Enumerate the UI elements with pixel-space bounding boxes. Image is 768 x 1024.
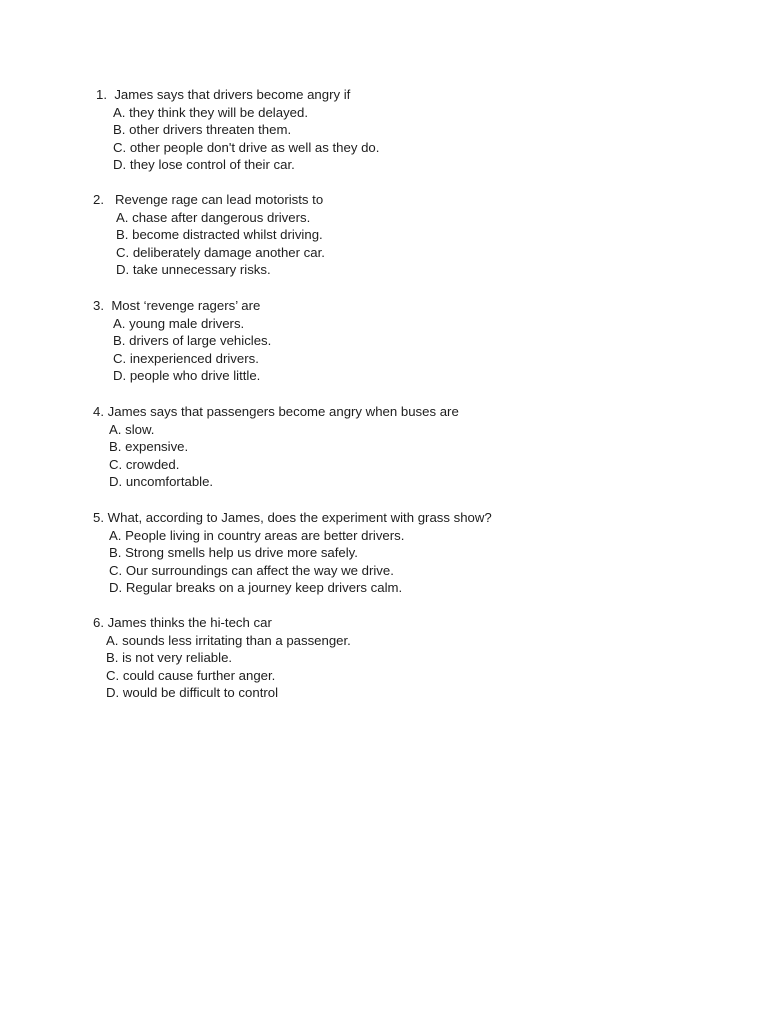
answer-option-a: A. young male drivers. [113, 315, 245, 331]
answer-option-b: B. other drivers threaten them. [113, 122, 292, 138]
question-4 [93, 403, 459, 491]
question-stem: 2. Revenge rage can lead motorists to [93, 192, 324, 207]
answer-option-b: B. is not very reliable. [106, 650, 233, 666]
answer-option-d: D. would be difficult to control [106, 685, 279, 701]
question-1 [96, 86, 379, 174]
answer-option-a: A. slow. [109, 421, 155, 437]
question-stem: 4. James says that passengers become angry when buses are [93, 404, 459, 419]
answer-option-b: B. expensive. [109, 439, 189, 455]
question-stem: 1. James says that drivers become angry if [96, 87, 351, 102]
answer-option-d: D. Regular breaks on a journey keep drivers calm. [109, 580, 403, 596]
answer-option-a: A. sounds less irritating than a passenger. [106, 632, 351, 648]
question-6 [93, 614, 351, 702]
answer-option-c: C. inexperienced drivers. [113, 350, 259, 366]
answer-option-a: A. People living in country areas are better drivers. [109, 527, 405, 543]
answer-option-a: A. chase after dangerous drivers. [116, 209, 311, 225]
answer-option-c: C. Our surroundings can affect the way we drive. [109, 562, 394, 578]
answer-option-c: C. other people don't drive as well as they do. [113, 139, 380, 155]
answer-option-c: C. crowded. [109, 456, 180, 472]
answer-option-a: A. they think they will be delayed. [113, 104, 308, 120]
question-5 [93, 509, 492, 597]
answer-option-d: D. uncomfortable. [109, 474, 214, 490]
answer-option-b: B. become distracted whilst driving. [116, 227, 323, 243]
answer-option-d: D. take unnecessary risks. [116, 262, 271, 278]
answer-option-b: B. drivers of large vehicles. [113, 333, 272, 349]
answer-option-d: D. people who drive little. [113, 368, 261, 384]
question-stem: 3. Most ‘revenge ragers’ are [93, 298, 261, 313]
question-stem: 6. James thinks the hi-tech car [93, 615, 272, 630]
answer-option-b: B. Strong smells help us drive more safely. [109, 545, 358, 561]
answer-option-c: C. deliberately damage another car. [116, 244, 325, 260]
question-stem: 5. What, according to James, does the experiment with grass show? [93, 510, 492, 525]
question-3 [93, 297, 271, 385]
answer-option-c: C. could cause further anger. [106, 667, 276, 683]
question-2 [93, 191, 325, 279]
answer-option-d: D. they lose control of their car. [113, 157, 295, 173]
